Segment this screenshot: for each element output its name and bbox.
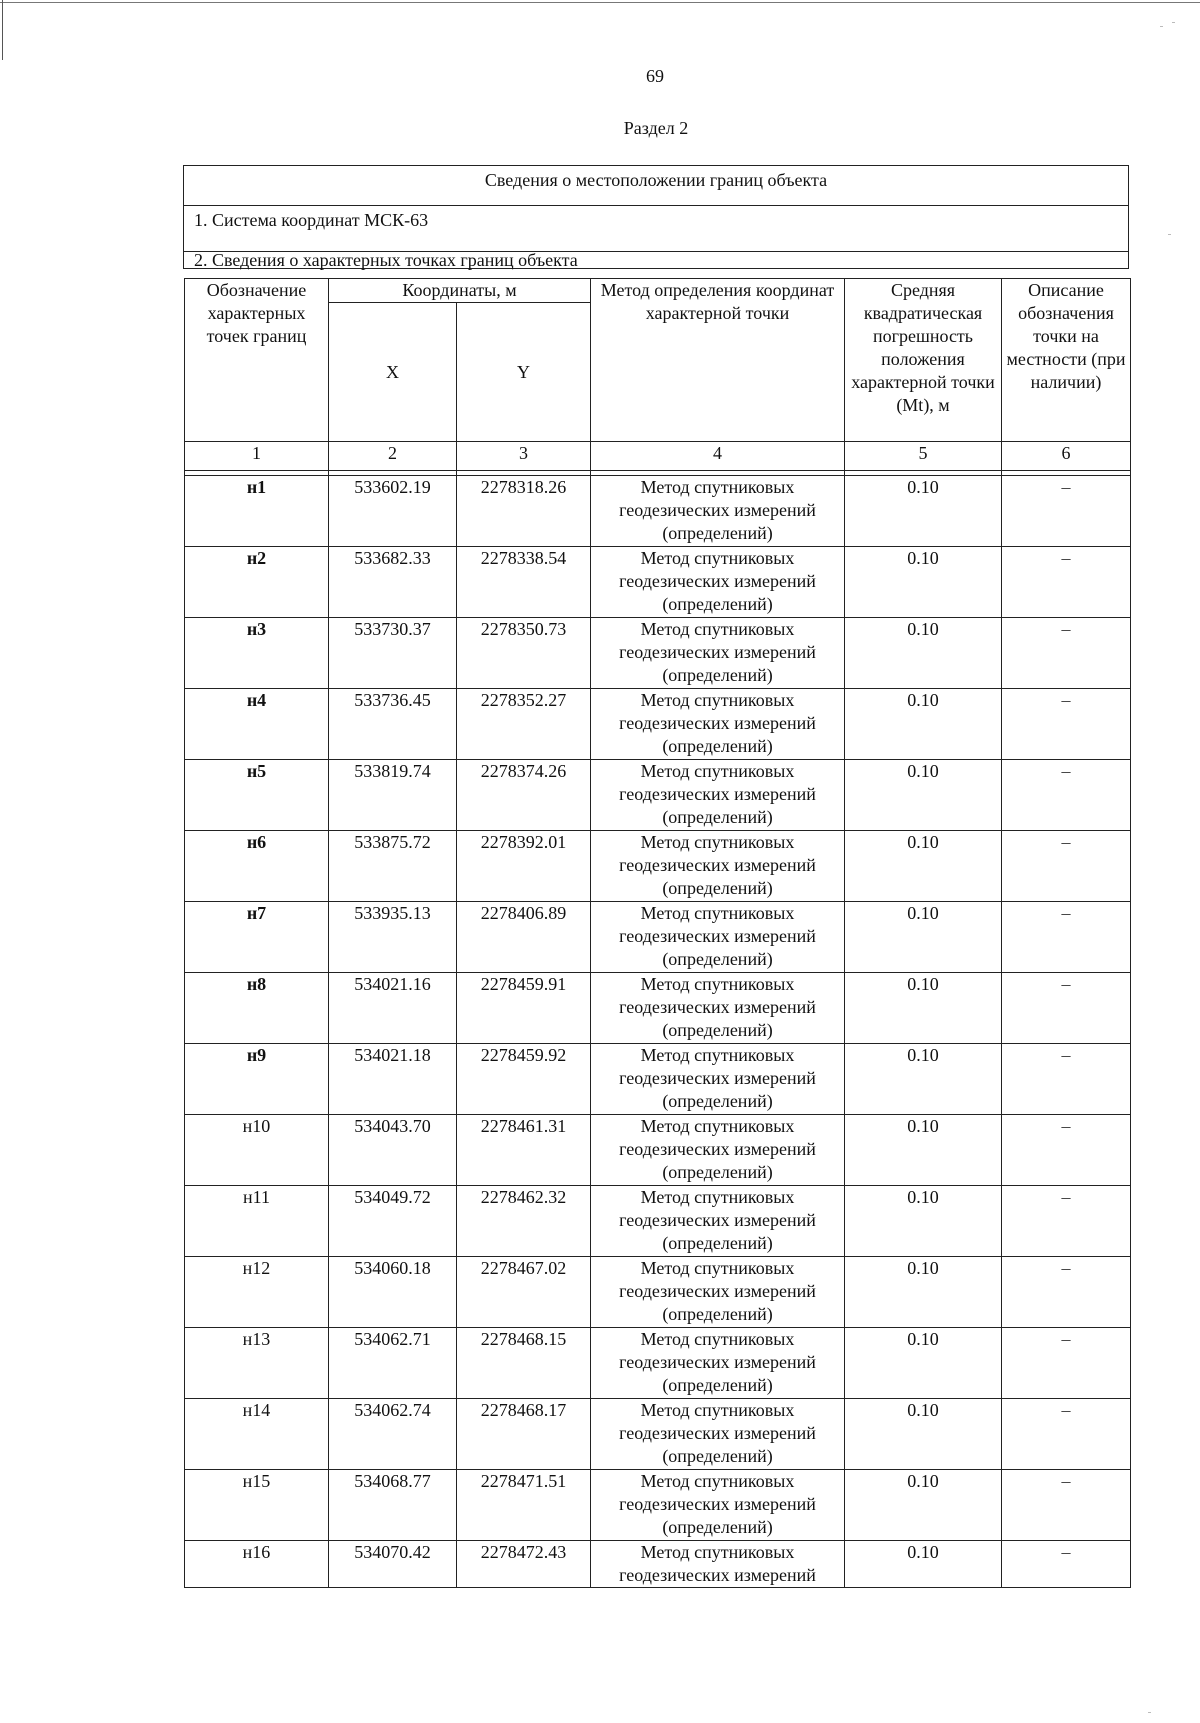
table-row [185, 1541, 1131, 1588]
error-cell: 0.10 [845, 1470, 1002, 1541]
method-cell: Метод спутниковых геодезических измерений (определений) [591, 1470, 845, 1541]
scan-speck [1172, 22, 1175, 23]
table-row [185, 547, 1131, 618]
header-x: X [329, 303, 457, 442]
error-cell: 0.10 [845, 1399, 1002, 1470]
table-row [185, 1328, 1131, 1399]
error-cell: 0.10 [845, 973, 1002, 1044]
y-coordinate-cell: 2278459.92 [457, 1044, 591, 1115]
y-coordinate-cell: 2278459.91 [457, 973, 591, 1044]
description-cell: – [1002, 1257, 1131, 1328]
table-row [185, 1470, 1131, 1541]
y-coordinate-cell: 2278392.01 [457, 831, 591, 902]
y-coordinate-cell: 2278338.54 [457, 547, 591, 618]
error-cell: 0.10 [845, 902, 1002, 973]
table-row [185, 831, 1131, 902]
scan-speck [1168, 234, 1171, 235]
error-cell: 0.10 [845, 831, 1002, 902]
table-row [185, 1257, 1131, 1328]
description-cell: – [1002, 547, 1131, 618]
x-coordinate-cell: 534070.42 [329, 1541, 457, 1588]
table-row [185, 618, 1131, 689]
box-caption: Сведения о местоположении границ объекта [184, 166, 1128, 206]
x-coordinate-cell: 533682.33 [329, 547, 457, 618]
x-coordinate-cell: 534043.70 [329, 1115, 457, 1186]
y-coordinate-cell: 2278374.26 [457, 760, 591, 831]
table-row [185, 1399, 1131, 1470]
point-cell: н2 [185, 547, 329, 618]
x-coordinate-cell: 533736.45 [329, 689, 457, 760]
x-coordinate-cell: 534021.16 [329, 973, 457, 1044]
description-cell: – [1002, 476, 1131, 547]
description-cell: – [1002, 1328, 1131, 1399]
method-cell: Метод спутниковых геодезических измерений (определений) [591, 831, 845, 902]
description-cell: – [1002, 1115, 1131, 1186]
error-cell: 0.10 [845, 476, 1002, 547]
point-cell: н4 [185, 689, 329, 760]
method-cell: Метод спутниковых геодезических измерений (определений) [591, 476, 845, 547]
error-cell: 0.10 [845, 618, 1002, 689]
table-row [185, 1115, 1131, 1186]
error-cell: 0.10 [845, 1328, 1002, 1399]
table-row [185, 476, 1131, 547]
description-cell: – [1002, 689, 1131, 760]
description-cell: – [1002, 902, 1131, 973]
method-cell: Метод спутниковых геодезических измерений (определений) [591, 1115, 845, 1186]
scan-speck [1160, 26, 1163, 27]
coordinate-system-line: 1. Система координат МСК-63 [184, 206, 1128, 252]
boundary-info-box [183, 165, 1129, 269]
x-coordinate-cell: 534068.77 [329, 1470, 457, 1541]
x-coordinate-cell: 534049.72 [329, 1186, 457, 1257]
table-row [185, 1186, 1131, 1257]
y-coordinate-cell: 2278461.31 [457, 1115, 591, 1186]
point-cell: н16 [185, 1541, 329, 1588]
method-cell: Метод спутниковых геодезических измерений (определений) [591, 618, 845, 689]
point-cell: н12 [185, 1257, 329, 1328]
method-cell: Метод спутниковых геодезических измерений (определений) [591, 1044, 845, 1115]
description-cell: – [1002, 1186, 1131, 1257]
point-cell: н9 [185, 1044, 329, 1115]
x-coordinate-cell: 534060.18 [329, 1257, 457, 1328]
error-cell: 0.10 [845, 1186, 1002, 1257]
point-cell: н8 [185, 973, 329, 1044]
x-coordinate-cell: 533875.72 [329, 831, 457, 902]
method-cell: Метод спутниковых геодезических измерений (определений) [591, 1328, 845, 1399]
x-coordinate-cell: 533819.74 [329, 760, 457, 831]
y-coordinate-cell: 2278468.17 [457, 1399, 591, 1470]
x-coordinate-cell: 534062.74 [329, 1399, 457, 1470]
point-cell: н6 [185, 831, 329, 902]
x-coordinate-cell: 534062.71 [329, 1328, 457, 1399]
table-row [185, 973, 1131, 1044]
header-description: Описание обозначения точки на местности (при наличии) [1002, 279, 1131, 442]
y-coordinate-cell: 2278471.51 [457, 1470, 591, 1541]
scan-edge-top [0, 2, 1200, 3]
method-cell: Метод спутниковых геодезических измерений (определений) [591, 689, 845, 760]
table-row [185, 1044, 1131, 1115]
method-cell: Метод спутниковых геодезических измерений (определений) [591, 1186, 845, 1257]
table-row [185, 902, 1131, 973]
y-coordinate-cell: 2278318.26 [457, 476, 591, 547]
error-cell: 0.10 [845, 1541, 1002, 1588]
description-cell: – [1002, 973, 1131, 1044]
y-coordinate-cell: 2278467.02 [457, 1257, 591, 1328]
method-cell: Метод спутниковых геодезических измерений (определений) [591, 902, 845, 973]
y-coordinate-cell: 2278406.89 [457, 902, 591, 973]
description-cell: – [1002, 618, 1131, 689]
point-cell: н11 [185, 1186, 329, 1257]
y-coordinate-cell: 2278352.27 [457, 689, 591, 760]
point-cell: н14 [185, 1399, 329, 1470]
column-number: 2 [329, 442, 457, 471]
description-cell: – [1002, 831, 1131, 902]
y-coordinate-cell: 2278472.43 [457, 1541, 591, 1588]
y-coordinate-cell: 2278468.15 [457, 1328, 591, 1399]
error-cell: 0.10 [845, 689, 1002, 760]
description-cell: – [1002, 1470, 1131, 1541]
method-cell: Метод спутниковых геодезических измерений (определений) [591, 1257, 845, 1328]
x-coordinate-cell: 533935.13 [329, 902, 457, 973]
point-cell: н13 [185, 1328, 329, 1399]
x-coordinate-cell: 533602.19 [329, 476, 457, 547]
error-cell: 0.10 [845, 760, 1002, 831]
error-cell: 0.10 [845, 1115, 1002, 1186]
point-cell: н1 [185, 476, 329, 547]
method-cell: Метод спутниковых геодезических измерений (определений) [591, 1399, 845, 1470]
table-row [185, 760, 1131, 831]
description-cell: – [1002, 1541, 1131, 1588]
header-designation: Обозначение характерных точек границ [185, 279, 329, 442]
method-cell: Метод спутниковых геодезических измерений [591, 1541, 845, 1588]
column-number: 5 [845, 442, 1002, 471]
point-cell: н7 [185, 902, 329, 973]
header-coordinates: Координаты, м [329, 279, 591, 303]
column-number: 1 [185, 442, 329, 471]
header-method: Метод определения координат характерной точки [591, 279, 845, 442]
method-cell: Метод спутниковых геодезических измерений (определений) [591, 760, 845, 831]
method-cell: Метод спутниковых геодезических измерений (определений) [591, 973, 845, 1044]
table-row [185, 689, 1131, 760]
y-coordinate-cell: 2278350.73 [457, 618, 591, 689]
error-cell: 0.10 [845, 547, 1002, 618]
method-cell: Метод спутниковых геодезических измерений (определений) [591, 547, 845, 618]
column-number-row [185, 442, 1131, 471]
description-cell: – [1002, 1044, 1131, 1115]
header-y: Y [457, 303, 591, 442]
table-body [185, 476, 1131, 1588]
point-cell: н3 [185, 618, 329, 689]
x-coordinate-cell: 533730.37 [329, 618, 457, 689]
page-number: 69 [646, 66, 664, 86]
section-title: Раздел 2 [623, 118, 689, 138]
points-heading: 2. Сведения о характерных точках границ объекта [194, 250, 578, 270]
column-number: 3 [457, 442, 591, 471]
scan-edge-left [2, 0, 3, 60]
scan-speck [1148, 1712, 1151, 1713]
table-header-row [185, 279, 1131, 303]
description-cell: – [1002, 1399, 1131, 1470]
description-cell: – [1002, 760, 1131, 831]
column-number: 6 [1002, 442, 1131, 471]
error-cell: 0.10 [845, 1044, 1002, 1115]
column-number: 4 [591, 442, 845, 471]
error-cell: 0.10 [845, 1257, 1002, 1328]
x-coordinate-cell: 534021.18 [329, 1044, 457, 1115]
points-table [184, 278, 1131, 1588]
point-cell: н5 [185, 760, 329, 831]
y-coordinate-cell: 2278462.32 [457, 1186, 591, 1257]
point-cell: н15 [185, 1470, 329, 1541]
point-cell: н10 [185, 1115, 329, 1186]
header-error: Средняя квадратическая погрешность положения характерной точки (Mt), м [845, 279, 1002, 442]
